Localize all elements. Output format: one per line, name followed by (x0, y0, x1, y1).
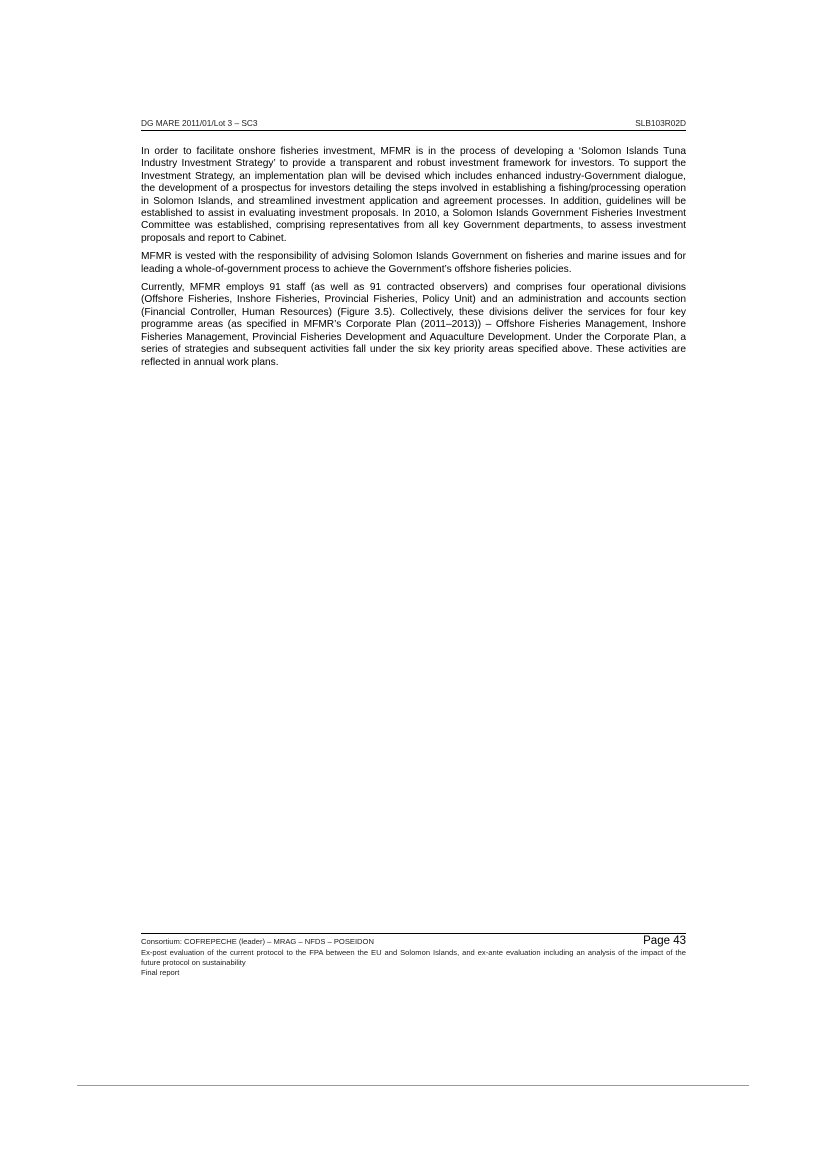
footer-divider (141, 933, 686, 934)
page-header (141, 118, 686, 128)
paragraph-investment-strategy: In order to facilitate onshore fisheries investment, MFMR is in the process of developing a ‘Solomon Islands Tuna Industry Investment Strategy’ to provide a transparent and robust investment framework for investors. To support the Investment Strategy, an implementation plan will be devised which includes enhanced industry-Government dialogue, the development of a prospectus for investors detailing the steps involved in establishing a fishing/processing operation in Solomon Islands, and streamlined investment application and agreement processes. In addition, guidelines will be established to assist in evaluating investment proposals. In 2010, a Solomon Islands Government Fisheries Investment Committee was established, comprising representatives from all key Government departments, to assess investment proposals and report to Cabinet. (141, 146, 686, 244)
header-doc-code: SLB103R02D (635, 118, 686, 128)
footer-consortium: Consortium: COFREPECHE (leader) – MRAG – NFDS – POSEIDON (141, 937, 374, 946)
footer-top-row (141, 936, 686, 947)
page-bottom-divider (77, 1085, 749, 1086)
document-body (141, 146, 686, 375)
footer-report-type: Final report (141, 968, 180, 977)
paragraph-mfmr-staff: Currently, MFMR employs 91 staff (as well as 91 contracted observers) and comprises four operational divisions (Offshore Fisheries, Inshore Fisheries, Provincial Fisheries, Policy Unit) and an administration and accounts section (Financial Controller, Human Resources) (Figure 3.5). Collectively, these divisions deliver the services for four key programme areas (as specified in MFMR’s Corporate Plan (2011–2013)) – Offshore Fisheries Management, Inshore Fisheries Management, Provincial Fisheries Development and Aquaculture Development. Under the Corporate Plan, a series of strategies and subsequent activities fall under the six key priority areas specified above. These activities are reflected in annual work plans. (141, 282, 686, 368)
header-project-ref: DG MARE 2011/01/Lot 3 – SC3 (141, 118, 258, 128)
page-footer (141, 936, 686, 978)
footer-description: Ex-post evaluation of the current protocol to the FPA between the EU and Solomon Islands, and ex-ante evaluation including an analysis of the impact of the future protocol on sustainability (141, 948, 686, 967)
paragraph-mfmr-responsibility: MFMR is vested with the responsibility of advising Solomon Islands Government on fisheries and marine issues and for leading a whole-of-government process to achieve the Government’s offshore fisheries policies. (141, 251, 686, 275)
header-divider (141, 130, 686, 131)
page-number: Page 43 (643, 935, 686, 947)
